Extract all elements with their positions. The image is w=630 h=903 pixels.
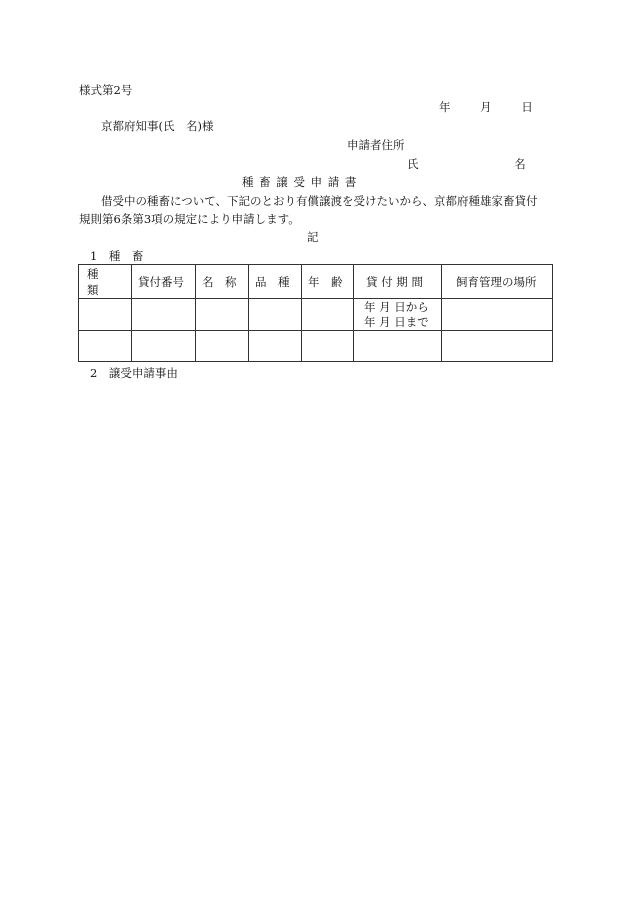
applicant-name-line: [407, 157, 526, 171]
section2-label: 2 譲受申請事由: [90, 366, 178, 380]
date-day: 日: [521, 100, 533, 114]
date-month: 月: [480, 100, 492, 114]
col-header-loan-period: 貸 付 期 間: [354, 265, 442, 299]
table-row: [79, 299, 553, 331]
applicant-name-family: 氏: [407, 157, 419, 171]
table-cell: [79, 299, 132, 331]
col-header-age: 年 齢: [302, 265, 354, 299]
period-to: 年 月 日まで: [364, 314, 429, 329]
loan-period-cell: [354, 299, 442, 331]
table-cell: [132, 331, 196, 362]
table-cell: [442, 331, 553, 362]
body-line-1: 借受中の種畜について、下記のとおり有償譲渡を受けたいから、京都府種雄家畜貸付: [101, 194, 538, 208]
table-cell: [354, 331, 442, 362]
ki-heading: 記: [307, 230, 319, 244]
col-header-loan-number: 貸付番号: [132, 265, 196, 299]
period-from: 年 月 日から: [364, 299, 429, 314]
date-year: 年: [439, 100, 451, 114]
table-cell: [302, 331, 354, 362]
form-number: 様式第2号: [79, 83, 133, 97]
document-title: 種 畜 譲 受 申 請 書: [242, 175, 358, 189]
table-cell: [79, 331, 132, 362]
applicant-address: 申請者住所: [347, 138, 405, 152]
table-cell: [196, 299, 249, 331]
table-row: [79, 331, 553, 362]
col-header-type: 種 類: [79, 265, 132, 299]
table-cell: [302, 299, 354, 331]
date-line: [439, 100, 533, 114]
table-cell: [196, 331, 249, 362]
applicant-name-given: 名: [514, 157, 526, 171]
col-header-location: 飼育管理の場所: [442, 265, 553, 299]
table-cell: [249, 331, 302, 362]
table-cell: [249, 299, 302, 331]
table-cell: [442, 299, 553, 331]
body-line-2: 規則第6条第3項の規定により申請します。: [79, 212, 300, 226]
livestock-table: [78, 264, 553, 362]
table-cell: [132, 299, 196, 331]
col-header-breed: 品 種: [249, 265, 302, 299]
addressee: 京都府知事(氏 名)様: [101, 119, 214, 133]
table-header-row: [79, 265, 553, 299]
col-header-name: 名 称: [196, 265, 249, 299]
section1-label: 1 種 畜: [90, 249, 144, 263]
